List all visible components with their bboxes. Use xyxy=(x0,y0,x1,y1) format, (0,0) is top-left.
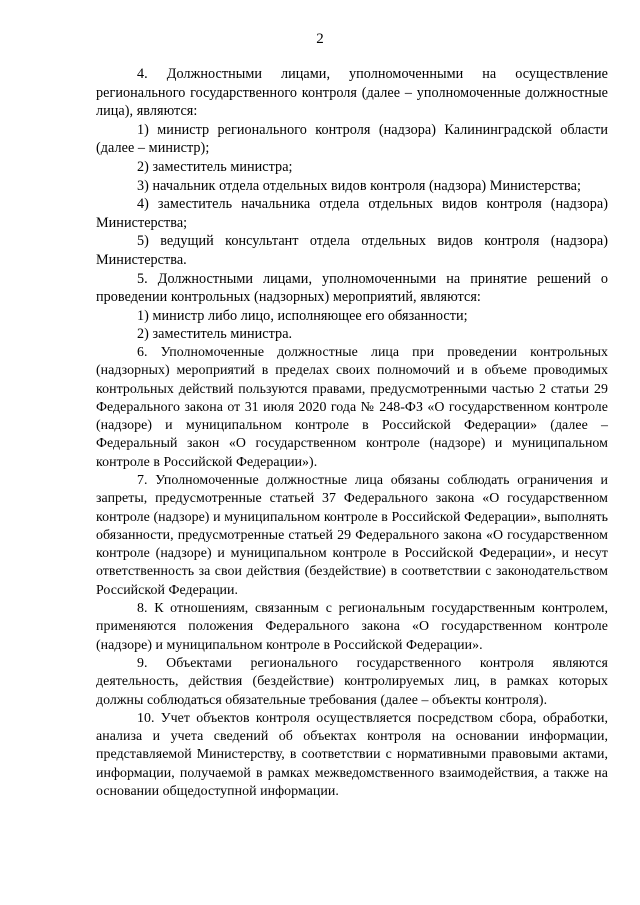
subitem-4-2: 2) заместитель министра; xyxy=(137,158,293,175)
subitem-4-1: 1) министр регионального контроля (надзора) Калининградской области (далее – министр); xyxy=(96,121,608,157)
subitem-5-2: 2) заместитель министра. xyxy=(137,326,293,343)
paragraph-item-9: 9. Объектами регионального государственного контроля являются деятельность, действия (бездействие) контролируемых лиц, в рамках которых должны соблюдаться обязательные требования (далее – объекты контроля). xyxy=(96,655,608,708)
page-number: 2 xyxy=(316,31,324,47)
document-body xyxy=(96,65,608,801)
paragraph-item-6: 6. Уполномоченные должностные лица при проведении контрольных (надзорных) мероприятий в пределах своих полномочий и в объеме проводимых контрольных действий пользуются правами, предусмотренными частью 2 статьи 29 Федерального закона от 31 июля 2020 года № 248-ФЗ «О государственном контроле (надзоре) и муниципальном контроле в Российской Федерации» (далее – Федеральный закон «О государственном контроле (надзоре) и муниципальном контроле в Российской Федерации»). xyxy=(96,344,608,470)
subitem-4-5: 5) ведущий консультант отдела отдельных видов контроля (надзора) Министерства. xyxy=(96,233,608,268)
subitem-5-1: 1) министр либо лицо, исполняющее его обязанности; xyxy=(137,307,468,324)
subitem-4-3: 3) начальник отдела отдельных видов контроля (надзора) Министерства; xyxy=(137,177,581,194)
paragraph-item-7: 7. Уполномоченные должностные лица обязаны соблюдать ограничения и запреты, предусмотренные статьей 37 Федерального закона «О государственном контроле (надзоре) и муниципальном контроле в Российской Федерации», выполнять обязанности, предусмотренные статьей 29 Федерального закона «О государственном контроле (надзоре) и муниципальном контроле в Российской Федерации», и несут ответственность за свои действия (бездействие) в соответствии с законодательством Российской Федерации. xyxy=(96,472,608,598)
paragraph-item-10: 10. Учет объектов контроля осуществляется посредством сбора, обработки, анализа и учета сведений об объектах контроля на основании информации, представляемой Министерству, в соответствии с нормативными правовыми актами, информации, получаемой в рамках межведомственного взаимодействия, а также на основании общедоступной информации. xyxy=(96,710,608,800)
paragraph-item-8: 8. К отношениям, связанным с региональным государственным контролем, применяются положения Федерального закона «О государственном контроле (надзоре) и муниципальном контроле в Российской Федерации». xyxy=(96,601,608,653)
paragraph-item-5: 5. Должностными лицами, уполномоченными на принятие решений о проведении контрольных (надзорных) мероприятий, являются: xyxy=(96,270,608,306)
subitem-4-4: 4) заместитель начальника отдела отдельных видов контроля (надзора) Министерства; xyxy=(96,196,608,231)
paragraph-item-4: 4. Должностными лицами, уполномоченными на осуществление регионального государственного контроля (далее – уполномоченные должностные лица), являются: xyxy=(96,66,608,120)
